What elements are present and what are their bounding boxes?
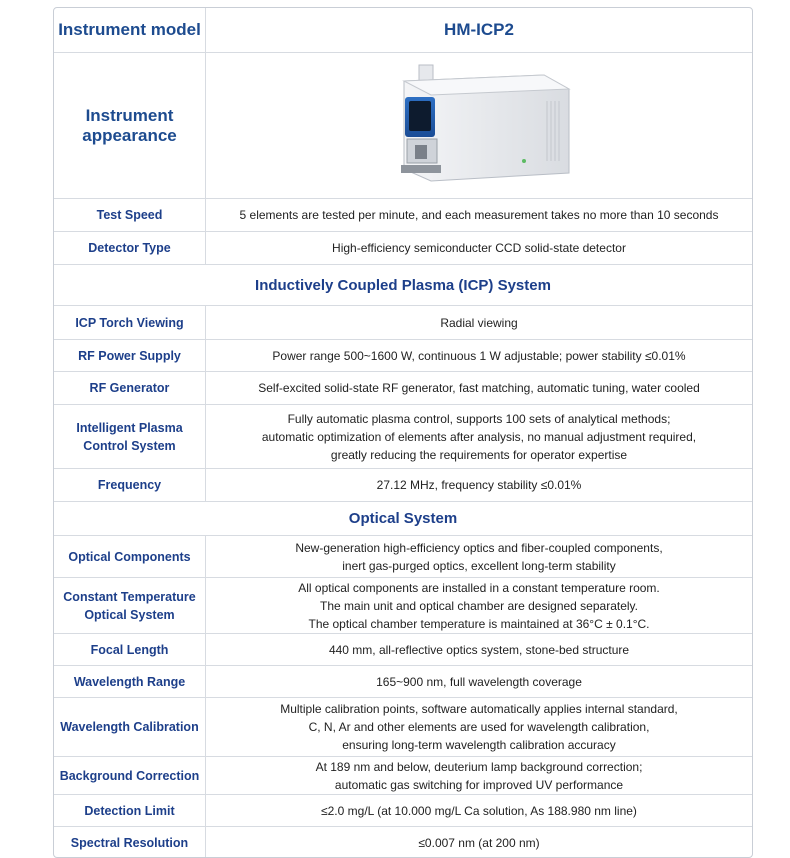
spec-row: [54, 698, 752, 757]
section-heading-optical: Optical System: [54, 502, 752, 536]
spec-value: [206, 405, 752, 468]
spec-row: [54, 306, 752, 340]
spec-value-line: ensuring long-term wavelength calibration accuracy: [342, 738, 616, 752]
spec-value-line: automatic optimization of elements after analysis, no manual adjustment required,: [261, 429, 697, 444]
spec-row: [54, 340, 752, 372]
spec-value-line: The optical chamber temperature is maintained at 36°C ± 0.1°C.: [308, 616, 650, 631]
spec-value-line: The main unit and optical chamber are designed separately.: [320, 598, 638, 613]
spec-value-line: Multiple calibration points, software automatically applies internal standard,: [280, 702, 678, 716]
spec-label: Focal Length: [54, 634, 206, 665]
instrument-image: [379, 61, 579, 191]
model-value: HM-ICP2: [444, 20, 514, 39]
spec-row: [54, 372, 752, 405]
spec-row: [54, 232, 752, 265]
section-heading-icp: Inductively Coupled Plasma (ICP) System: [54, 265, 752, 306]
spec-row: [54, 199, 752, 232]
spec-value: [206, 536, 752, 577]
spec-label: ICP Torch Viewing: [54, 306, 206, 339]
spec-value: ≤0.007 nm (at 200 nm): [418, 836, 540, 850]
spec-value: Power range 500~1600 W, continuous 1 W adjustable; power stability ≤0.01%: [272, 348, 686, 363]
spec-row: [54, 666, 752, 698]
spec-value-line: New-generation high-efficiency optics and fiber-coupled components,: [295, 540, 663, 555]
spec-row: [54, 578, 752, 634]
spec-label: Optical Components: [54, 536, 206, 577]
spec-value: Radial viewing: [440, 315, 518, 330]
spec-value: 165~900 nm, full wavelength coverage: [376, 674, 582, 689]
spec-label: Wavelength Range: [54, 666, 206, 697]
spec-label: Intelligent Plasma Control System: [54, 405, 206, 468]
spec-value: High-efficiency semiconducter CCD solid-state detector: [332, 241, 626, 255]
spec-value: [206, 578, 752, 633]
spec-row: [54, 757, 752, 795]
spec-value-line: C, N, Ar and other elements are used for wavelength calibration,: [308, 720, 650, 734]
spec-row: [54, 795, 752, 827]
spec-value: 27.12 MHz, frequency stability ≤0.01%: [376, 478, 582, 492]
spec-label: Detection Limit: [54, 795, 206, 826]
spec-label: Wavelength Calibration: [54, 698, 206, 756]
spec-value: 440 mm, all-reflective optics system, stone-bed structure: [328, 642, 630, 657]
spec-value-line: automatic gas switching for improved UV performance: [334, 777, 624, 792]
spec-value-line: greatly reducing the requirements for operator expertise: [330, 447, 628, 462]
spec-value-line: All optical components are installed in a constant temperature room.: [298, 580, 660, 595]
spec-value-line: At 189 nm and below, deuterium lamp background correction;: [315, 759, 643, 774]
spec-label: Background Correction: [54, 757, 206, 794]
spec-value-line: inert gas-purged optics, excellent long-term stability: [342, 558, 616, 573]
appearance-label: Instrument appearance: [54, 53, 206, 198]
spec-row: [54, 634, 752, 666]
spec-row: [54, 405, 752, 469]
spec-label: Test Speed: [54, 199, 206, 231]
spec-value: Self-excited solid-state RF generator, fast matching, automatic tuning, water cooled: [258, 381, 700, 395]
spec-label: Constant Temperature Optical System: [54, 578, 206, 633]
spec-row: [54, 536, 752, 578]
spec-value: ≤2.0 mg/L (at 10.000 mg/L Ca solution, As 188.980 nm line): [321, 803, 637, 818]
appearance-cell: [206, 53, 752, 198]
spec-value: [206, 757, 752, 794]
spec-value: 5 elements are tested per minute, and each measurement takes no more than 10 seconds: [239, 208, 719, 222]
spec-value-line: Fully automatic plasma control, supports 100 sets of analytical methods;: [287, 411, 671, 426]
spec-value: [206, 698, 752, 756]
spec-label: RF Generator: [54, 372, 206, 404]
spec-label: Spectral Resolution: [54, 827, 206, 858]
model-label: Instrument model: [54, 8, 206, 52]
spec-row: [54, 469, 752, 502]
model-row: [54, 8, 752, 53]
spec-label: RF Power Supply: [54, 340, 206, 371]
spec-row: [54, 827, 752, 858]
appearance-row: [54, 53, 752, 199]
spec-label: Detector Type: [54, 232, 206, 264]
spec-table: [53, 7, 753, 858]
spec-label: Frequency: [54, 469, 206, 501]
